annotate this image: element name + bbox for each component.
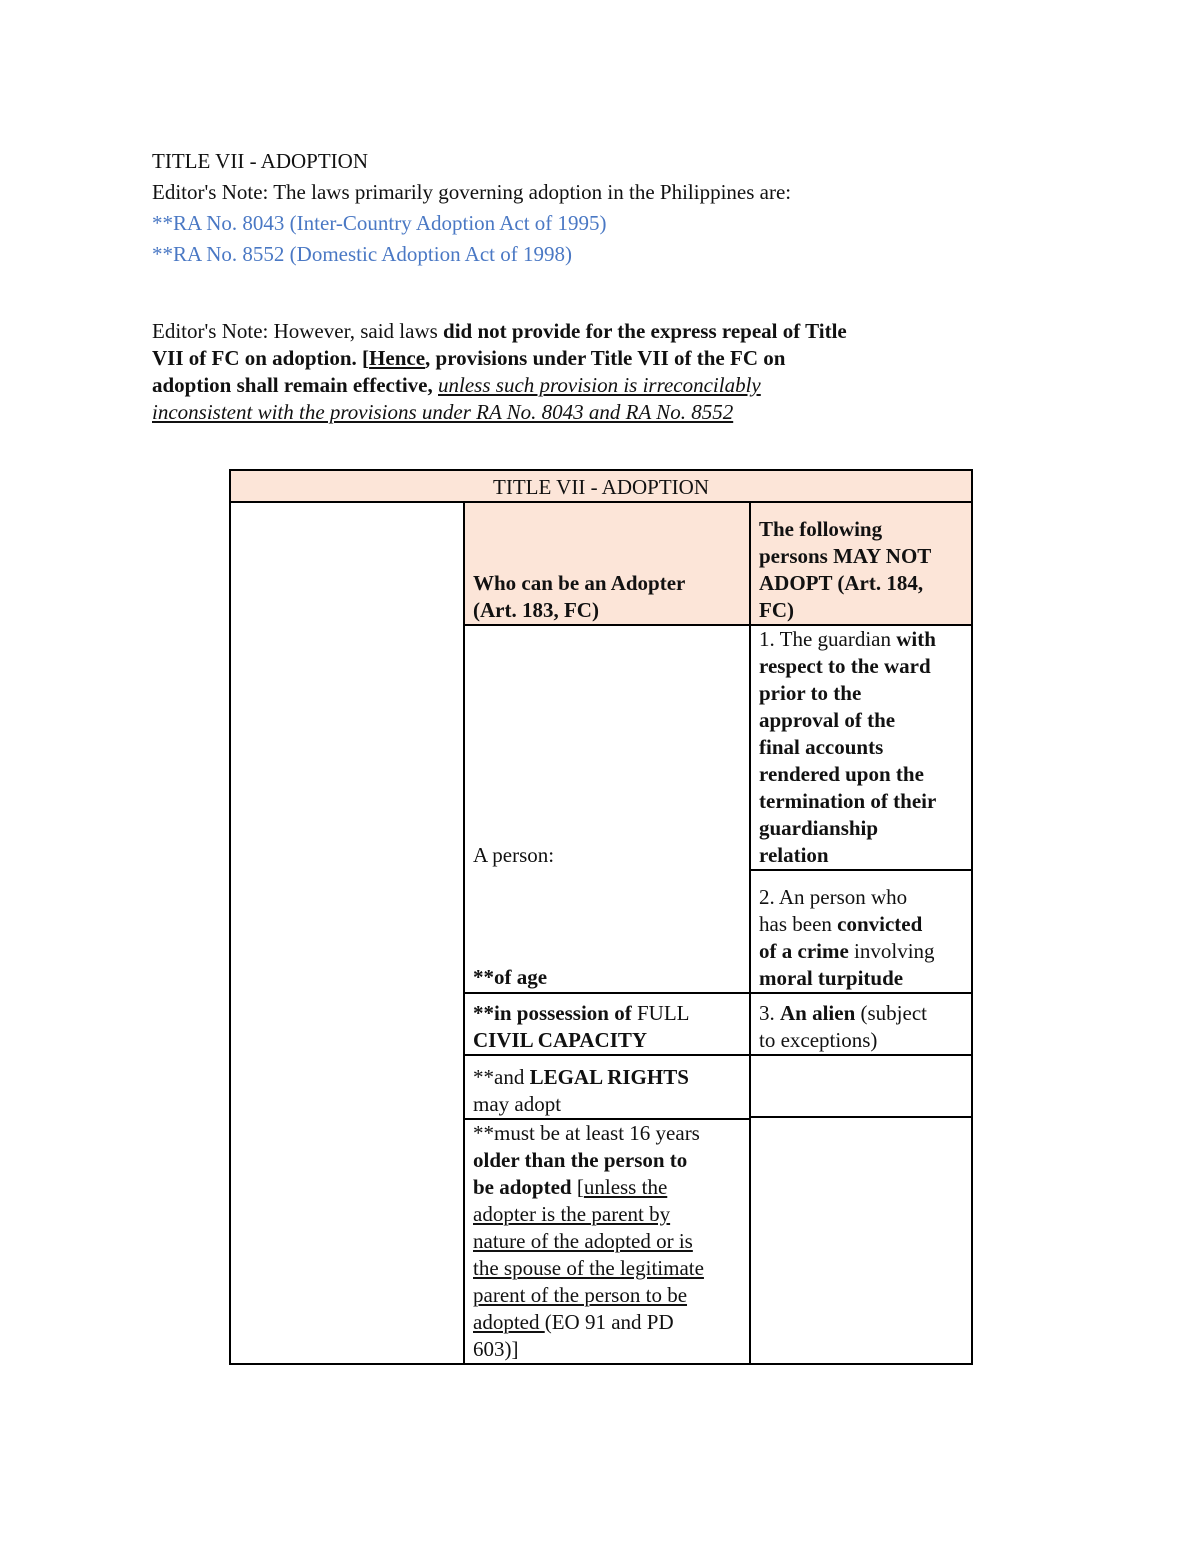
header-line: The following	[759, 517, 883, 541]
note-line	[152, 318, 972, 345]
note-bold: adoption shall remain effective,	[152, 373, 439, 397]
note-underline: Hence	[369, 346, 426, 370]
blank-cell	[230, 502, 464, 1364]
item-bold: moral turpitude	[759, 966, 904, 990]
header-not-adopt	[750, 502, 972, 625]
age-gap-text: [	[576, 1175, 584, 1199]
document-title: TITLE VII - ADOPTION	[152, 149, 368, 173]
item-text: involving	[848, 939, 935, 963]
rights-text: **and	[473, 1065, 530, 1089]
law-item: **RA No. 8552 (Domestic Adoption Act of 1998)	[152, 242, 572, 266]
age-gap-underline: nature of the adopted or is	[473, 1229, 693, 1253]
of-age-text: **of age	[473, 965, 548, 989]
empty-cell	[750, 1117, 972, 1364]
item-bold: rendered upon the	[759, 762, 924, 786]
header-line: persons MAY NOT	[759, 544, 932, 568]
note-bold: did not provide for the express repeal of Title	[443, 319, 847, 343]
intro-section	[152, 146, 972, 270]
header-adopter	[464, 502, 750, 625]
note-italic: unless such provision is irreconcilably	[438, 373, 761, 397]
header-line: ADOPT (Art. 184,	[759, 571, 924, 595]
age-gap-bold: be adopted	[473, 1175, 577, 1199]
adopter-capacity	[464, 993, 750, 1055]
item-bold: guardianship	[759, 816, 879, 840]
note-line	[152, 345, 972, 372]
editor-note: Editor's Note: The laws primarily governing adoption in the Philippines are:	[152, 180, 792, 204]
note-text: Editor's Note: However, said laws	[152, 319, 444, 343]
not-adopt-guardian	[750, 625, 972, 870]
item-bold: relation	[759, 843, 829, 867]
rights-text: may adopt	[473, 1092, 562, 1116]
item-text: (subject	[855, 1001, 927, 1025]
item-bold: of a crime	[759, 939, 849, 963]
header-line: FC)	[759, 598, 794, 622]
item-bold: with	[896, 627, 936, 651]
age-gap-underline: unless the	[583, 1175, 668, 1199]
age-gap-bold: older than the person to	[473, 1148, 688, 1172]
age-gap-text: 603)]	[473, 1337, 519, 1361]
adopter-of-age	[473, 964, 741, 991]
item-bold: respect to the ward	[759, 654, 931, 678]
note-bold: VII of FC on adoption. [	[152, 346, 370, 370]
item-text: 3.	[759, 1001, 780, 1025]
editor-note-repeal	[152, 318, 972, 426]
adopter-age-gap	[464, 1119, 750, 1364]
empty-cell	[750, 1055, 972, 1117]
capacity-bold: **in possession of	[473, 1001, 637, 1025]
age-gap-underline: the spouse of the legitimate	[473, 1256, 704, 1280]
item-text: has been	[759, 912, 838, 936]
item-text: to exceptions)	[759, 1028, 878, 1052]
capacity-text: FULL	[636, 1001, 690, 1025]
rights-bold: LEGAL RIGHTS	[529, 1065, 689, 1089]
table-title: TITLE VII - ADOPTION	[230, 470, 972, 502]
age-gap-underline: adopter is the parent by	[473, 1202, 671, 1226]
note-bold: , provisions under Title VII of the FC on	[425, 346, 786, 370]
age-gap-underline: adopted	[473, 1310, 545, 1334]
adopter-person: A person:	[473, 843, 555, 867]
item-bold: convicted	[837, 912, 923, 936]
age-gap-text: **must be at least 16 years	[473, 1121, 700, 1145]
item-bold: An alien	[780, 1001, 856, 1025]
age-gap-underline: parent of the person to be	[473, 1283, 688, 1307]
adoption-table	[229, 469, 973, 1365]
item-bold: prior to the	[759, 681, 862, 705]
item-text: 1. The guardian	[759, 627, 897, 651]
note-line	[152, 399, 972, 426]
header-line: Who can be an Adopter	[473, 571, 686, 595]
law-item: **RA No. 8043 (Inter-Country Adoption Act of 1995)	[152, 211, 607, 235]
not-adopt-convicted	[750, 870, 972, 993]
item-text: 2. An person who	[759, 885, 908, 909]
item-bold: approval of the	[759, 708, 896, 732]
header-line: (Art. 183, FC)	[473, 598, 599, 622]
item-bold: final accounts	[759, 735, 884, 759]
age-gap-text: (EO 91 and PD	[544, 1310, 674, 1334]
item-bold: termination of their	[759, 789, 937, 813]
adopter-person-cell	[464, 625, 750, 993]
adopter-rights	[464, 1055, 750, 1119]
capacity-bold: CIVIL CAPACITY	[473, 1028, 648, 1052]
note-line	[152, 372, 972, 399]
not-adopt-alien	[750, 993, 972, 1055]
note-italic: inconsistent with the provisions under RA No. 8043 and RA No. 8552	[152, 400, 734, 424]
